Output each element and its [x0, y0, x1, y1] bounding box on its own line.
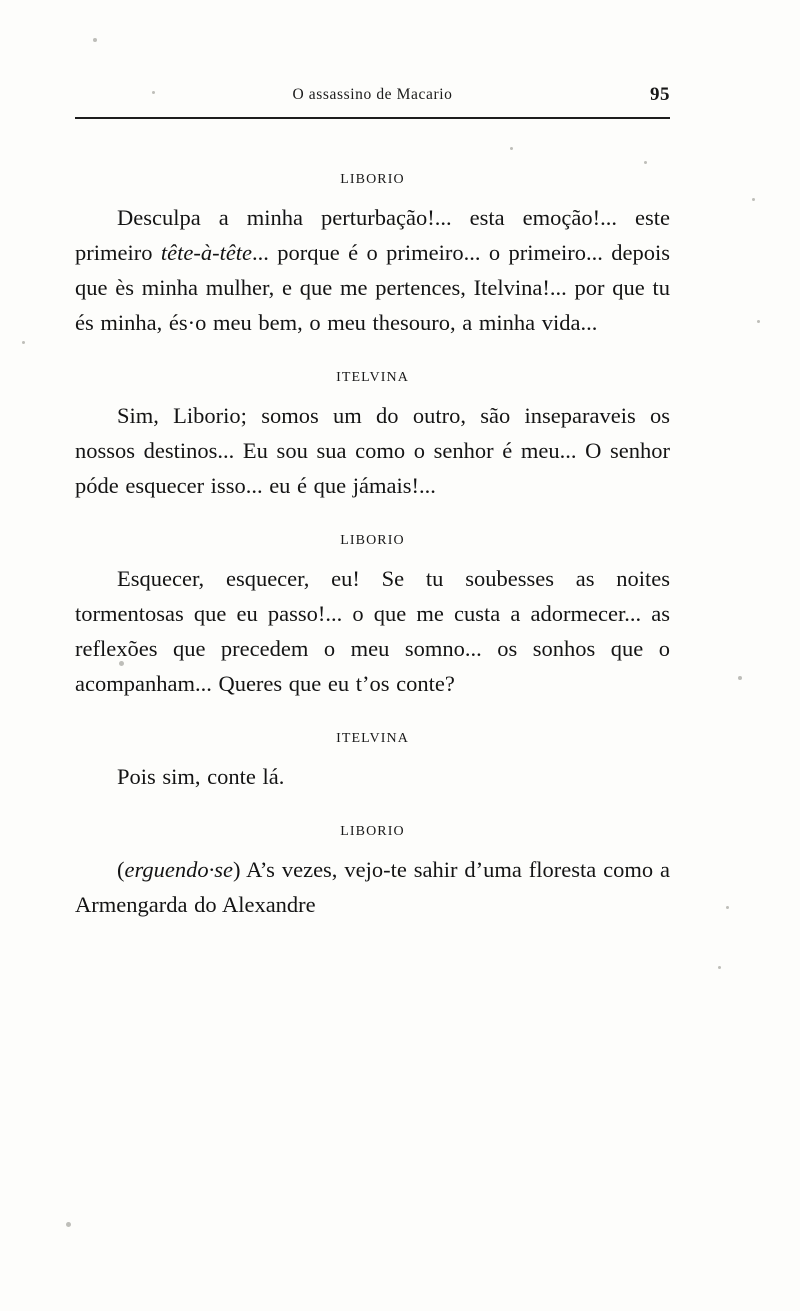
page-body	[75, 150, 670, 948]
scan-speck	[738, 676, 742, 680]
speaker-name: ITELVINA	[336, 731, 409, 746]
speech-paragraph: Sim, Liborio; somos um do outro, são inseparaveis os nossos destinos... Eu sou sua como o senhor é meu... O senhor póde esquecer isso... eu é que jámais!...	[75, 403, 670, 498]
speaker-name: LIBORIO	[340, 172, 405, 187]
dialogue-block	[75, 731, 670, 794]
speaker-name: LIBORIO	[340, 824, 405, 839]
speech-paragraph: Esquecer, esquecer, eu! Se tu soubesses as noites tormentosas que eu passo!... o que me custa a adormecer... as reflexões que precedem o meu somno... os sonhos que o acompanham... Queres que eu t’os conte?	[75, 566, 670, 696]
speaker-name: ITELVINA	[336, 370, 409, 385]
dialogue-block	[75, 172, 670, 340]
header-divider	[75, 117, 670, 119]
scan-speck	[752, 198, 755, 201]
scan-speck	[726, 906, 729, 909]
speech-paragraph: Desculpa a minha perturbação!... esta emoção!... este primeiro tête-à-tête... porque é o primeiro... o primeiro... depois que ès minha mulher, e que me pertences, Itelvina!... por que tu és minha, és·o meu bem, o meu thesouro, a minha vida...	[75, 205, 670, 335]
scan-speck	[22, 341, 25, 344]
page-number: 95	[650, 84, 670, 105]
scan-speck	[66, 1222, 71, 1227]
dialogue-block	[75, 824, 670, 922]
page-header	[75, 86, 670, 112]
scan-speck	[93, 38, 97, 42]
speech-paragraph: Pois sim, conte lá.	[117, 764, 285, 789]
scan-speck	[718, 966, 721, 969]
scan-speck	[757, 320, 760, 323]
speaker-name: LIBORIO	[340, 533, 405, 548]
dialogue-block	[75, 533, 670, 701]
dialogue-block	[75, 370, 670, 503]
speech-paragraph: (erguendo·se) A’s vezes, vejo-te sahir d’uma floresta como a Armengarda do Alexandre	[75, 857, 670, 917]
running-title: O assassino de Macario	[292, 86, 453, 103]
